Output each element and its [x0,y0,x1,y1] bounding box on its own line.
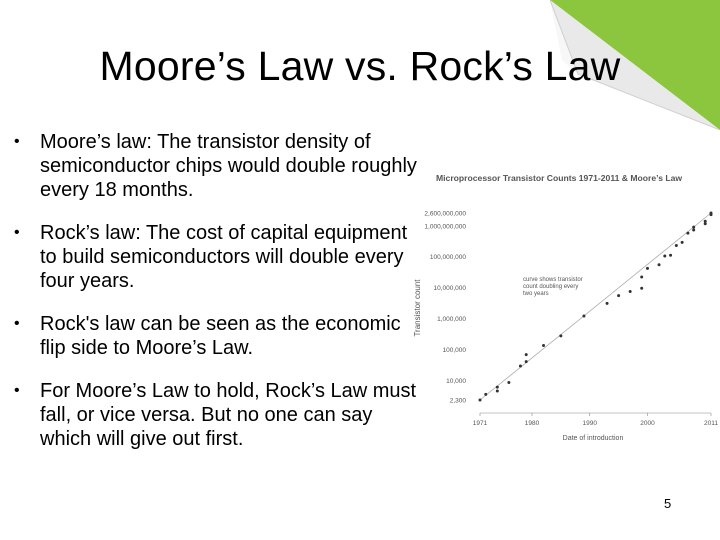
y-tick-label: 1,000,000 [437,315,466,323]
slide-title: Moore’s Law vs. Rock’s Law [99,43,621,89]
data-point [675,244,678,247]
bullet-text: For Moore’s Law to hold, Rock’s Law must fall, or vice versa. But no one can say which will give out first. [40,380,417,450]
data-point [692,229,695,232]
y-tick-label: 2,300 [449,397,466,405]
bullet-item [14,130,424,202]
data-point [658,263,661,266]
data-point [525,353,528,356]
data-point [646,267,649,270]
y-tick-label: 100,000 [442,346,466,354]
y-tick-label: 10,000 [446,377,466,385]
annotation-text: curve shows transistor count doubling every two years [523,277,583,297]
data-point [640,276,643,279]
data-point [519,364,522,367]
bullet-text: Moore’s law: The transistor density of semiconductor chips would double roughly every 18 months. [40,131,417,201]
data-point [704,220,707,223]
data-point [542,344,545,347]
data-point [629,290,632,293]
bullet-item [14,312,424,360]
chart-annotation [523,277,583,297]
y-tick-label: 2,600,000,000 [424,210,466,218]
y-axis-label: Transistor count [413,279,422,337]
bullet-item [14,221,424,293]
x-tick-label: 1990 [582,420,597,427]
data-point [686,232,689,235]
bullet-icon: • [14,382,20,399]
data-point [663,255,666,258]
data-point [692,226,695,229]
bullet-text: Rock’s law: The cost of capital equipment to build semiconductors will double every four years. [40,222,408,292]
data-point [710,212,713,215]
bullet-icon: • [14,133,20,150]
bullet-item [14,379,424,451]
y-tick-label: 1,000,000,000 [424,223,466,231]
bullet-list [14,130,424,470]
trend-line [480,213,711,400]
y-tick-label: 100,000,000 [429,254,466,262]
data-point [681,241,684,244]
data-point [582,315,585,318]
page-number: 5 [664,496,672,511]
transistor-count-chart [408,168,720,440]
data-point [496,386,499,389]
data-point [496,389,499,392]
x-axis-label: Date of introduction [562,435,624,440]
x-tick-label: 2011 [704,420,718,427]
x-tick-label: 1980 [524,420,540,427]
x-tick-label: 1971 [472,420,488,427]
chart-title: Microprocessor Transistor Counts 1971-2011 & Moore’s Law [436,173,683,183]
bullet-text: Rock's law can be seen as the economic flip side to Moore’s Law. [40,313,401,359]
data-point [525,360,528,363]
data-point [669,254,672,257]
y-tick-label: 10,000,000 [433,285,466,293]
data-points [479,212,713,402]
data-point [559,334,562,337]
data-point [606,302,609,305]
data-point [617,294,620,297]
data-point [507,381,510,384]
data-point [479,399,482,402]
x-tick-label: 2000 [640,420,655,427]
bullet-icon: • [14,224,20,241]
data-point [640,287,643,290]
data-point [484,393,487,396]
bullet-icon: • [14,315,20,332]
